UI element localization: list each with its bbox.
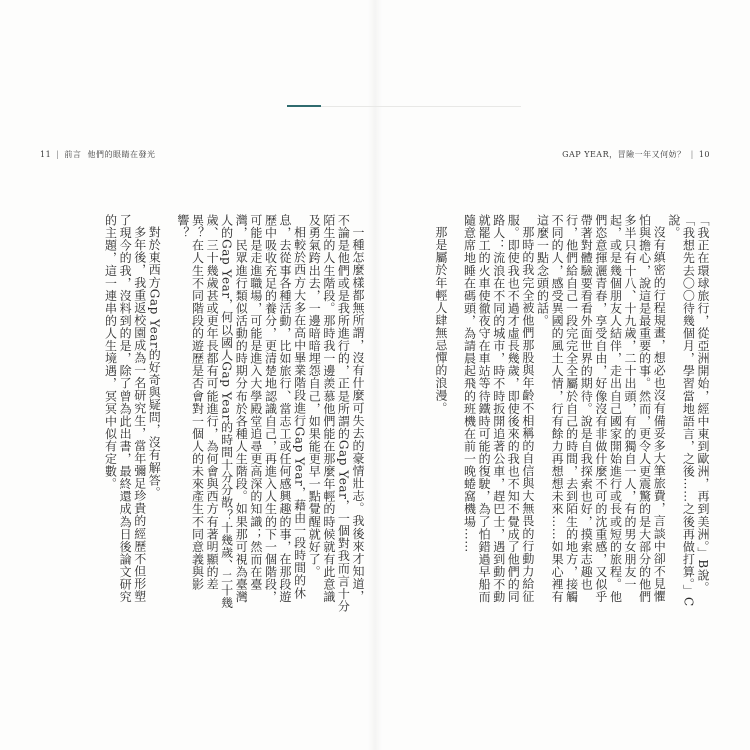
separator: | (690, 150, 694, 159)
paragraph: 「我想先去〇〇待幾個月，學習當地語言，之後……之後再做打算。」C說。 (666, 214, 696, 607)
top-rule (287, 106, 521, 107)
paragraph: 那時的我完全被他們那股與年齡不相稱的自信與大無畏的行動力給征服。即使我也不過才虛長幾歲，即使後來的我也不知不覺成了他們的同路人：流浪在不同的城市，時不時扳開追著公車，趕巴士，遇到動不動就罷工的火車使徹夜守在車站等待鐵時可能的復駛，為了怕錯過早船而隨意席地睡在碼頭，為請晨起飛的班機在前一晚蜷窩機場…… (462, 214, 535, 604)
paragraph: 沒有縝密的行程規畫，想必也沒有備妥多大筆旅費，言談中卻不見懼怕與擔心，說這是最重要的事。然而，更令人更震驚的是大部分的他們多半只有十八、十九歲，二十出頭，有的獨自一人，有的男女朋友一起，或是幾個朋友人結伴，走出自己國家開始進行或長或短的旅程。他們恣意揮灑青春，享受自由，好像沒有非做什麼不可的沈重感，又似乎帶著對體驗要看看外面世界的期待。說是自我探索也好，摸索志趣也行，他們給自己一段完完全全屬於自己的時間，去到陌生的地方，接觸不同的人，感受異國的風土人情，行有餘力再想想未來……如果心裡有這麼一點念頭的話。 (535, 214, 667, 604)
left-title: 他們的眼睛在發光 (87, 150, 156, 159)
paragraph: 一種怎麼樣都無所謂，沒有什麼可失去的豪情壯志。我後來才知道，不論是他們或是我所進行的，正是所謂的Gap Year，一個對我而言十分陌生的人生階段。那時我一邊羨慕他們能在那麼年輕的時候就有此意識及勇氣跨出去，一邊暗暗埋怨自己，如果能更早一點覺醒就好了。 (307, 214, 365, 613)
paragraph: 「我正在環球旅行，從亞洲開始，經中東到歐洲，再到美洲。」B說。 (696, 214, 710, 594)
paragraph: 多年後，我重返校園成為一名研究生，當年彌足珍貴的經歷不但形塑了現今的我，沒料到的是，除了曾為此出書，最終還成為日後論文研究的主題，這一連串的人生境遇，冥冥中似有定數。 (103, 214, 147, 604)
left-chapter: 前言 (64, 150, 82, 159)
left-page-text (35, 214, 365, 614)
separator: | (56, 150, 60, 159)
gutter-shadow (368, 0, 382, 750)
top-rule-accent (287, 105, 321, 107)
right-page-number: 10 (698, 150, 710, 159)
paragraph: 對於東西方Gap Year的好奇與疑問，沒有解答。 (147, 226, 162, 499)
right-page-text (415, 214, 710, 614)
right-running-head (562, 149, 710, 160)
paragraph: 相較於西方大多在高中畢業階段進行Gap Year，藉由一段時間的休息，去從事各種活動，比如旅行、當志工或任何感興趣的事，在那段遊歷中吸收充足的養分，更清楚地認識自己，再進入人生的下一個階段，可能是走進職場，可能是進入大學殿堂追尋更高深的知識；然而在臺灣，民眾進行類似活動的時期分布於各種人生階段。如果那可視為臺灣人的Gap Year，何以國人Gap Year的時間十分分散？十幾歲、二十幾歲、三十幾歲甚或更年長都有可能進行，為何會與西方有著明顯的差異？在人生不同階段的遊歷是否會對一個人的未來產生不同意義與影響？ (175, 214, 307, 610)
paragraph: 那是屬於年輕人肆無忌憚的浪漫。 (433, 226, 448, 415)
right-title: GAP YEAR，冒險一年又何妨？ (562, 150, 686, 159)
left-page-number: 11 (40, 150, 52, 159)
left-running-head (40, 149, 155, 160)
